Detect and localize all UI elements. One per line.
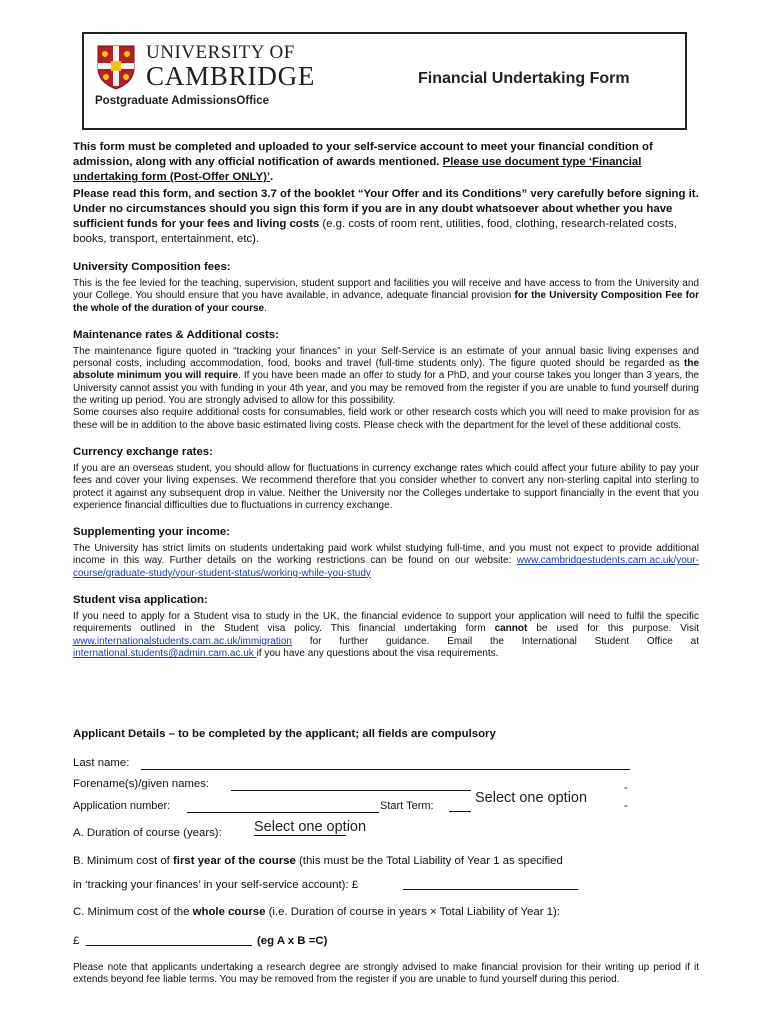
- intro-paragraph-1: [73, 140, 699, 185]
- maintenance-text-a: The maintenance figure quoted in “tracking your finances” in your Self-Service is an estimate of your annual basic living expenses and personal costs, including accommodation, food, books and travel (full-time students only). The figure quoted should be regarded as: [73, 345, 699, 370]
- visa-text-e: if you have any questions about the visa requirements.: [256, 647, 499, 659]
- start-term-select[interactable]: Select one option: [475, 790, 588, 806]
- currency-symbol: £: [73, 935, 80, 947]
- application-number-label: Application number:: [73, 800, 171, 812]
- maintenance-heading: Maintenance rates & Additional costs:: [73, 328, 279, 341]
- university-name-line1: UNIVERSITY OF: [146, 42, 295, 63]
- visa-text-d: for further guidance. Email the International Student Office at: [291, 635, 699, 647]
- b-text-c: (this must be the Total Liability of Year 1 as specified: [295, 855, 563, 867]
- document-type-instruction: Please use document type ‘Financial undertaking form (Post-Offer ONLY)’: [73, 156, 642, 183]
- forenames-label: Forename(s)/given names:: [73, 778, 210, 790]
- duration-label: A. Duration of course (years):: [73, 827, 222, 839]
- form-title: Financial Undertaking Form: [418, 70, 630, 87]
- start-term-label: Start Term:: [380, 800, 434, 812]
- dash-marker: -: [624, 782, 628, 794]
- duration-select[interactable]: Select one option: [254, 819, 367, 835]
- last-name-label: Last name:: [73, 757, 130, 769]
- forenames-input[interactable]: [231, 778, 471, 791]
- b-text-a: B. Minimum cost of: [73, 855, 174, 867]
- maintenance-text: [73, 346, 699, 407]
- visa-text-c: be used for this purpose. Visit: [527, 623, 699, 635]
- supplementing-text-body: The University has strict limits on students undertaking paid work whilst studying full-time, and you must not expect to provide additional income in this way. Further details on the working restrictions can be found on our website:: [73, 543, 699, 567]
- supplementing-heading: Supplementing your income:: [73, 526, 230, 539]
- cost-whole-course-label: [73, 906, 560, 918]
- composition-text-b: for the University Composition Fee for the whole of the duration of your course: [73, 290, 699, 314]
- currency-heading: Currency exchange rates:: [73, 445, 213, 458]
- c-text-a: C. Minimum cost of the: [73, 906, 193, 918]
- working-restrictions-link[interactable]: www.cambridgestudents.cam.ac.uk/your-course/graduate-study/your-student-status/working-while-you-study: [73, 555, 699, 579]
- office-name: Postgraduate AdmissionsOffice: [95, 95, 270, 107]
- composition-heading: University Composition fees:: [73, 261, 231, 273]
- cost-first-year-line-2: in ‘tracking your finances’ in your self-service account): £: [73, 879, 359, 891]
- composition-text: [73, 278, 699, 315]
- applicant-details-heading: Applicant Details – to be completed by the applicant; all fields are compulsory: [73, 728, 496, 740]
- dash-marker: -: [624, 800, 628, 812]
- immigration-link[interactable]: www.internationalstudents.cam.ac.uk/immigration: [73, 635, 292, 647]
- visa-heading: Student visa application:: [73, 594, 208, 607]
- intro-examples: (e.g. costs of room rent, utilities, food, clothing, research-related costs, books, transport, entertainment, etc).: [73, 218, 677, 245]
- cost-first-year-input[interactable]: [403, 877, 578, 890]
- c-text-b: whole course: [192, 906, 266, 918]
- intro-paragraph-2: [73, 187, 699, 247]
- b-text-b: first year of the course: [173, 855, 296, 867]
- visa-text-b: cannot: [494, 623, 528, 635]
- intro-warning: Please read this form, and section 3.7 of the booklet “Your Offer and its Conditions” very carefully before signing it. Under no circumstances should you sign this form if you are in any doubt whatsoever about whether you have sufficient funds for your fees and living costs: [73, 188, 699, 230]
- form-content: [73, 140, 699, 660]
- formula-hint: (eg A x B =C): [257, 935, 328, 947]
- cost-whole-course-input[interactable]: [86, 933, 252, 946]
- application-number-input[interactable]: [187, 800, 379, 813]
- visa-text-a: If you need to apply for a Student visa to study in the UK, the financial evidence to support your application will need to fulfil the specific requirements outlined in the Student visa policy. This financial undertaking form: [73, 611, 699, 635]
- composition-text-a: This is the fee levied for the teaching, supervision, student support and facilities you will receive and have access to from the University and your College. You should ensure that you have available, in advance, adequate financial provision: [73, 278, 699, 302]
- supplementing-text: [73, 543, 699, 580]
- start-term-underline: [449, 800, 471, 812]
- currency-text: If you are an overseas student, you should allow for fluctuations in currency exchange rates which could affect your future ability to pay your fees and cover your living expenses. We recommend therefore that you consider whether to convert any non-sterling capital into sterling to protect it against any subsequent drop in value. Neither the University nor the Colleges undertake to support financially in the event that you experience financial difficulties due to fluctuations in currency exchange.: [73, 462, 699, 511]
- research-degree-note: Please note that applicants undertaking a research degree are strongly advised to make financial provision for their writing up period if it extends beyond fee liable terms. You may be removed from the register if you are unable to fund yourself during this period.: [73, 962, 699, 985]
- header-box: [82, 32, 687, 130]
- maintenance-text-c: . If you have been made an offer to study for a PhD, and your course takes you longer than 3 years, the University cannot assist you with funding in your 4th year, and you may be removed from the register if you are unable to fund yourself during the writing up period. You are strongly advised to allow for this possibility.: [73, 370, 699, 407]
- maintenance-additional-text: Some courses also require additional costs for consumables, field work or other research costs which you will need to make provision for as these will be in addition to the above basic estimated living costs. Please check with the department for the level of these additional costs.: [73, 407, 699, 431]
- international-office-email-link[interactable]: international.students@admin.cam.ac.uk: [73, 647, 257, 659]
- maintenance-text-b: the absolute minimum you will require: [73, 358, 699, 382]
- cost-first-year-label: [73, 855, 563, 867]
- composition-text-c: .: [264, 302, 267, 314]
- intro-end: .: [270, 171, 274, 183]
- university-crest-icon: [96, 44, 136, 90]
- visa-text: [73, 611, 699, 660]
- university-name-line2: CAMBRIDGE: [146, 61, 316, 91]
- intro-text: This form must be completed and uploaded to your self-service account to meet your financial condition of admission, along with any official notification of awards mentioned.: [73, 141, 653, 168]
- c-text-c: (i.e. Duration of course in years × Total Liability of Year 1):: [265, 906, 560, 918]
- last-name-input[interactable]: [141, 757, 630, 770]
